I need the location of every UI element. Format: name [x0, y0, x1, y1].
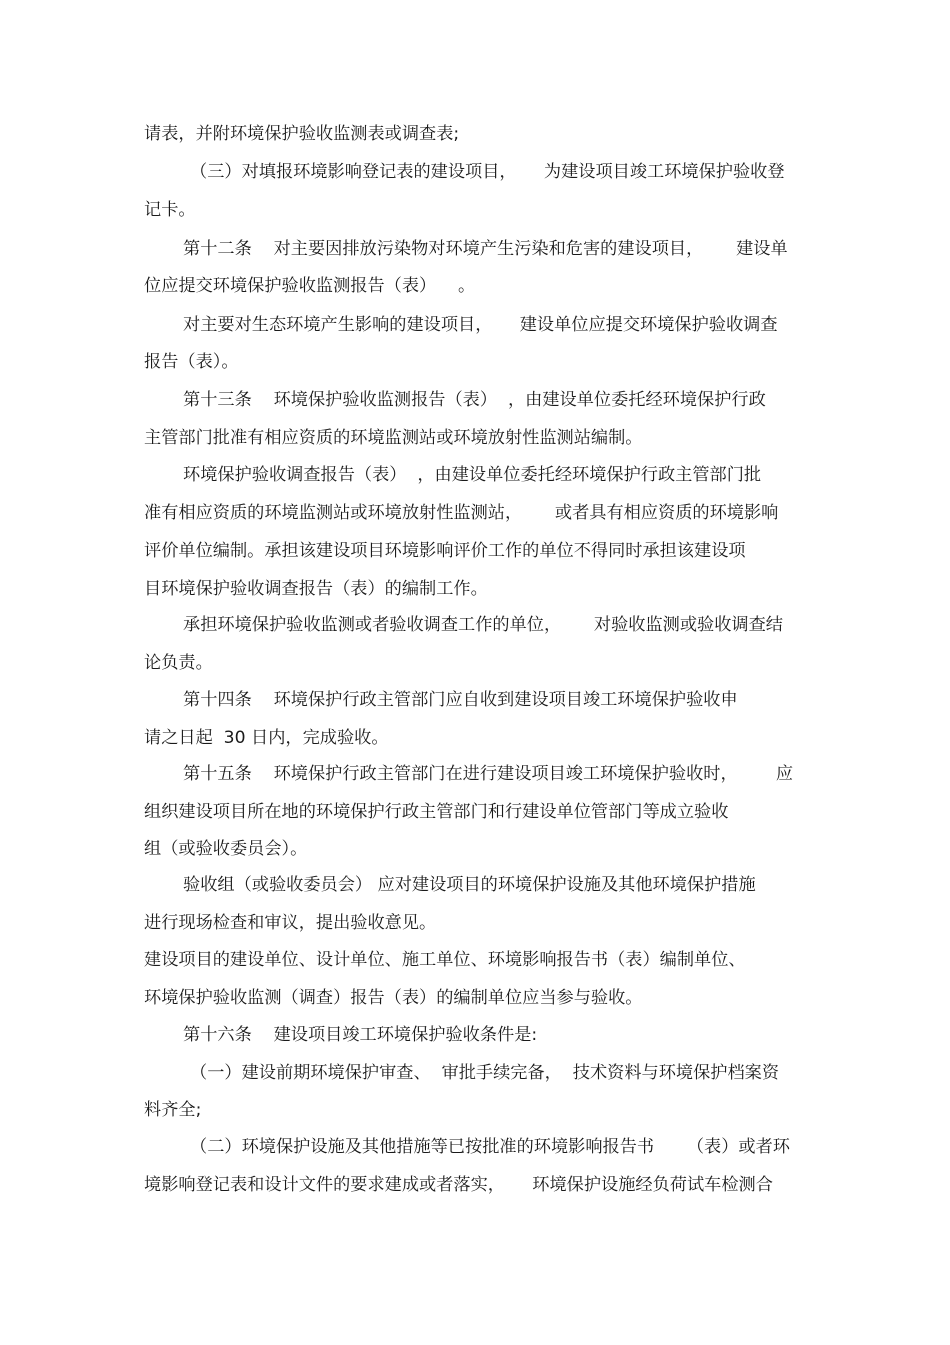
text-line: 组（或验收委员会）。: [144, 839, 308, 859]
text-line: 第十三条 环境保护验收监测报告（表） ，由建设单位委托经环境保护行政: [183, 390, 766, 410]
text-line: 目环境保护验收调查报告（表）的编制工作。: [144, 579, 488, 599]
text-line: 境影响登记表和设计文件的要求建成或者落实， 环境保护设施经负荷试车检测合: [144, 1175, 773, 1195]
text-line: 验收组（或验收委员会） 应对建设项目的环境保护设施及其他环境保护措施: [183, 875, 756, 895]
text-line: 主管部门批准有相应资质的环境监测站或环境放射性监测站编制。: [144, 428, 643, 448]
text-line: 准有相应资质的环境监测站或环境放射性监测站， 或者具有相应资质的环境影响: [144, 503, 779, 523]
text-line: 环境保护验收调查报告（表） ，由建设单位委托经环境保护行政主管部门批: [183, 465, 762, 485]
text-line: （三）对填报环境影响登记表的建设项目， 为建设项目竣工环境保护验收登: [190, 162, 785, 182]
text-line: 第十五条 环境保护行政主管部门在进行建设项目竣工环境保护验收时， 应: [183, 764, 794, 784]
text-line: 环境保护验收监测（调查）报告（表）的编制单位应当参与验收。: [144, 988, 643, 1008]
text-line: 请表，并附环境保护验收监测表或调查表;: [144, 124, 460, 144]
text-line: （一）建设前期环境保护审查、 审批手续完备， 技术资料与环境保护档案资: [190, 1063, 780, 1083]
text-line: 承担环境保护验收监测或者验收调查工作的单位， 对验收监测或验收调查结: [183, 615, 783, 635]
text-line: 论负责。: [144, 653, 213, 673]
text-line: 建设项目的建设单位、设计单位、施工单位、环境影响报告书（表）编制单位、: [144, 950, 746, 970]
text-line: 进行现场检查和审议，提出验收意见。: [144, 913, 437, 933]
text-line: 对主要对生态环境产生影响的建设项目， 建设单位应提交环境保护验收调查: [183, 315, 778, 335]
text-line: 料齐全;: [144, 1100, 202, 1120]
text-line: （二）环境保护设施及其他措施等已按批准的环境影响报告书 （表）或者环: [190, 1137, 790, 1157]
text-line: 第十二条 对主要因排放污染物对环境产生污染和危害的建设项目， 建设单: [183, 239, 788, 259]
text-line: 第十六条 建设项目竣工环境保护验收条件是:: [183, 1025, 538, 1045]
text-line: 记卡。: [144, 200, 196, 220]
text-line: 请之日起 30 日内，完成验收。: [144, 728, 389, 748]
text-line: 报告（表）。: [144, 352, 239, 372]
text-line: 第十四条 环境保护行政主管部门应自收到建设项目竣工环境保护验收申: [183, 690, 738, 710]
text-line: 位应提交环境保护验收监测报告（表） 。: [144, 276, 476, 296]
text-line: 评价单位编制。承担该建设项目环境影响评价工作的单位不得同时承担该建设项: [144, 541, 746, 561]
text-line: 组织建设项目所在地的环境保护行政主管部门和行建设单位管部门等成立验收: [144, 802, 729, 822]
